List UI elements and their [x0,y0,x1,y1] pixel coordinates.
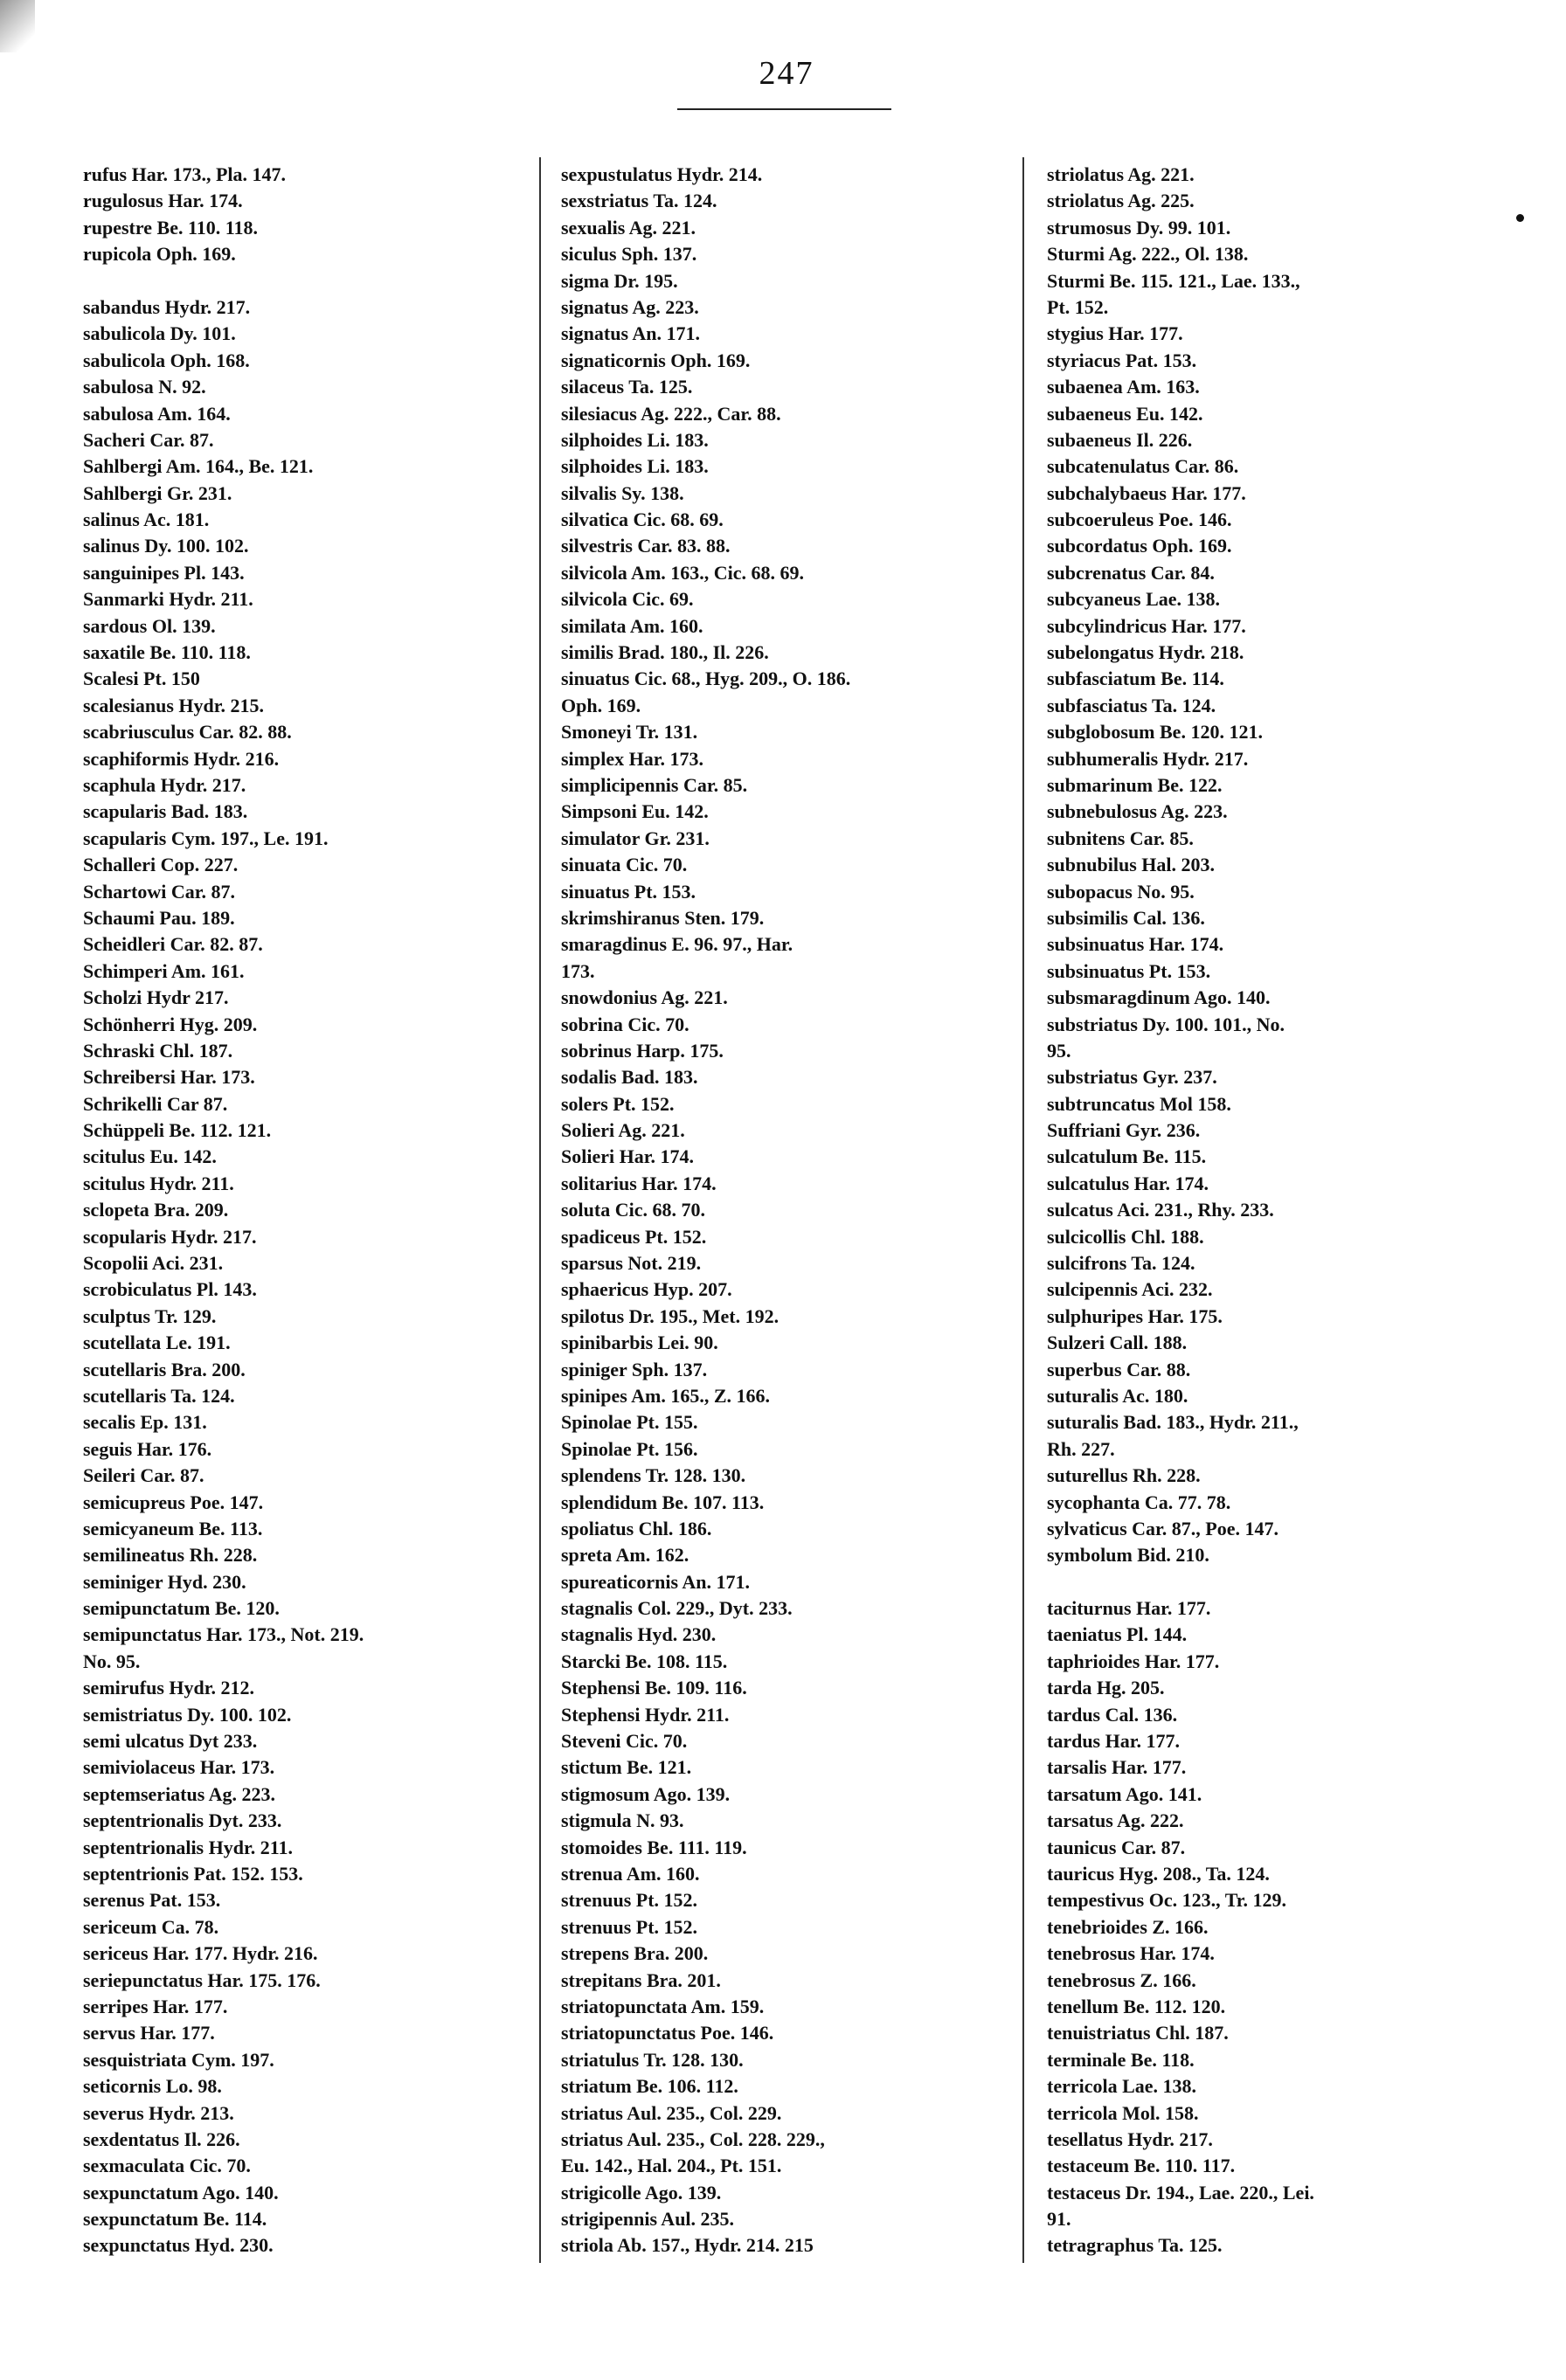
index-entry: stagnalis Col. 229., Dyt. 233. [561,1597,793,1620]
index-entry: sobrinus Harp. 175. [561,1039,724,1062]
index-entry: suturellus Rh. 228. [1047,1464,1201,1487]
index-entry: substriatus Dy. 100. 101., No. [1047,1013,1285,1035]
index-entry: silvatica Cic. 68. 69. [561,509,724,531]
index-entry: spinibarbis Lei. 90. [561,1332,718,1354]
index-entry: silvicola Am. 163., Cic. 68. 69. [561,561,805,584]
index-entry: 173. [561,959,595,982]
index-entry: salinus Dy. 100. 102. [83,535,249,557]
index-entry: sabandus Hydr. 217. [83,295,251,318]
index-entry: Smoneyi Tr. 131. [561,721,698,744]
index-column-3 [1047,162,1501,2259]
index-entry: Scholzi Hydr 217. [83,986,229,1009]
index-entry: sabulosa Am. 164. [83,402,231,425]
index-entry: sclopeta Bra. 209. [83,1199,229,1221]
index-entry: subglobosum Be. 120. 121. [1047,721,1263,744]
index-entry: Sacheri Car. 87. [83,428,214,451]
index-entry: signatus An. 171. [561,322,700,345]
index-entry: scutellaris Bra. 200. [83,1358,246,1380]
index-entry: sexpunctatum Ago. 140. [83,2181,279,2204]
index-entry: scaphiformis Hydr. 216. [83,747,280,770]
index-entry: silaceus Ta. 125. [561,376,693,398]
scan-edge-mark [0,0,35,52]
index-entry: sericeus Har. 177. Hydr. 216. [83,1942,318,1965]
index-entry: tetragraphus Ta. 125. [1047,2234,1223,2257]
index-entry: silesiacus Ag. 222., Car. 88. [561,402,781,425]
index-entry: signatus Ag. 223. [561,295,699,318]
index-entry: subcatenulatus Car. 86. [1047,455,1239,478]
index-entry: Stephensi Hydr. 211. [561,1703,730,1726]
index-entry: superbus Car. 88. [1047,1358,1191,1380]
index-entry: Scalesi Pt. 150 [83,668,200,690]
index-entry: serripes Har. 177. [83,1995,228,2017]
index-entry: spilotus Dr. 195., Met. 192. [561,1304,780,1327]
index-entry: strenuus Pt. 152. [561,1915,698,1938]
index-entry: subcrenatus Car. 84. [1047,561,1215,584]
index-entry: silphoides Li. 183. [561,428,709,451]
index-entry: subcoeruleus Poe. 146. [1047,509,1232,531]
index-entry: sabulicola Oph. 168. [83,349,250,371]
index-entry: subaeneus Il. 226. [1047,428,1193,451]
index-entry: symbolum Bid. 210. [1047,1544,1209,1567]
index-entry: sesquistriata Cym. 197. [83,2048,274,2071]
index-entry: subsinuatus Har. 174. [1047,933,1224,956]
index-entry: styriacus Pat. 153. [1047,349,1197,371]
index-entry: scrobiculatus Pl. 143. [83,1278,257,1301]
index-entry: servus Har. 177. [83,2022,215,2044]
index-entry: striolatus Ag. 225. [1047,190,1195,212]
index-entry: strigicolle Ago. 139. [561,2181,722,2204]
index-entry: scitulus Eu. 142. [83,1145,217,1168]
index-entry: semicupreus Poe. 147. [83,1491,264,1513]
index-entry: sinuatus Pt. 153. [561,880,696,903]
index-entry: signaticornis Oph. 169. [561,349,751,371]
index-entry: sulcatulum Be. 115. [1047,1145,1207,1168]
index-entry: siculus Sph. 137. [561,243,697,266]
index-entry: tarda Hg. 205. [1047,1677,1165,1699]
entry-gap [1047,1569,1501,1595]
index-entry: Schreibersi Har. 173. [83,1066,255,1089]
index-entry: subopacus No. 95. [1047,880,1195,903]
index-entry: sexpunctatum Be. 114. [83,2208,267,2231]
index-entry: testaceum Be. 110. 117. [1047,2155,1236,2177]
index-entry: Oph. 169. [561,694,641,716]
index-entry: tauricus Hyg. 208., Ta. 124. [1047,1863,1270,1885]
index-entry: subsmaragdinum Ago. 140. [1047,986,1271,1009]
index-entry: subcordatus Oph. 169. [1047,535,1232,557]
index-entry: tenebrosus Z. 166. [1047,1968,1196,1991]
header-rule [677,108,891,110]
index-entry: Pt. 152. [1047,295,1109,318]
index-entry: Schüppeli Be. 112. 121. [83,1119,272,1142]
index-entry: rugulosus Har. 174. [83,190,243,212]
index-entry: sabulosa N. 92. [83,376,206,398]
index-entry: spoliatus Chl. 186. [561,1517,712,1539]
index-entry: Spinolae Pt. 156. [561,1437,698,1460]
index-entry: sulcatus Aci. 231., Rhy. 233. [1047,1199,1274,1221]
index-entry: scapularis Cym. 197., Le. 191. [83,827,329,849]
index-entry: seticornis Lo. 98. [83,2075,222,2098]
index-entry: spadiceus Pt. 152. [561,1225,707,1248]
index-entry: salinus Ac. 181. [83,509,210,531]
index-entry: sexstriatus Ta. 124. [561,190,717,212]
index-entry: taciturnus Har. 177. [1047,1597,1211,1620]
index-entry: tarsatum Ago. 141. [1047,1782,1202,1805]
index-entry: Schaumi Pau. 189. [83,906,235,929]
index-entry: sparsus Not. 219. [561,1252,702,1275]
index-entry: Scopolii Aci. 231. [83,1252,224,1275]
index-entry: terricola Mol. 158. [1047,2101,1199,2124]
index-entry: sphaericus Hyp. 207. [561,1278,732,1301]
index-entry: sexdentatus Il. 226. [83,2127,240,2150]
index-entry: Sahlbergi Gr. 231. [83,481,232,504]
index-entry: spinipes Am. 165., Z. 166. [561,1384,770,1407]
index-entry: tenellum Be. 112. 120. [1047,1995,1226,2017]
index-entry: taeniatus Pl. 144. [1047,1623,1188,1646]
index-entry: sigma Dr. 195. [561,269,678,292]
index-entry: solers Pt. 152. [561,1092,675,1115]
index-entry: spiniger Sph. 137. [561,1358,708,1380]
index-entry: sardous Ol. 139. [83,614,216,637]
index-entry: tenebrosus Har. 174. [1047,1942,1215,1965]
index-entry: scitulus Hydr. 211. [83,1172,234,1194]
index-entry: striatopunctata Am. 159. [561,1995,765,2017]
index-entry: striatulus Tr. 128. 130. [561,2048,744,2071]
page-number: 247 [759,55,814,92]
index-entry: rupicola Oph. 169. [83,243,236,266]
index-entry: Scheidleri Car. 82. 87. [83,933,263,956]
index-entry: Simpsoni Eu. 142. [561,800,709,823]
index-entry: severus Hydr. 213. [83,2101,234,2124]
index-entry: tesellatus Hydr. 217. [1047,2127,1213,2150]
index-entry: sulcipennis Aci. 232. [1047,1278,1213,1301]
index-entry: testaceus Dr. 194., Lae. 220., Lei. [1047,2181,1314,2204]
index-entry: spureaticornis An. 171. [561,1570,750,1593]
index-entry: semipunctatum Be. 120. [83,1597,280,1620]
index-entry: silvicola Cic. 69. [561,588,694,611]
index-entry: Steveni Cic. 70. [561,1730,688,1753]
index-entry: strenuus Pt. 152. [561,1889,698,1912]
index-entry: smaragdinus E. 96. 97., Har. [561,933,793,956]
index-entry: sculptus Tr. 129. [83,1304,217,1327]
index-entry: sodalis Bad. 183. [561,1066,698,1089]
index-entry: snowdonius Ag. 221. [561,986,728,1009]
index-entry: Schalleri Cop. 227. [83,854,239,876]
index-entry: sycophanta Ca. 77. 78. [1047,1491,1231,1513]
index-entry: subaeneus Eu. 142. [1047,402,1203,425]
index-entry: striolatus Ag. 221. [1047,163,1195,185]
index-entry: strenua Am. 160. [561,1863,700,1885]
index-entry: stomoides Be. 111. 119. [561,1836,747,1858]
index-entry: subsinuatus Pt. 153. [1047,959,1211,982]
index-entry: subhumeralis Hydr. 217. [1047,747,1249,770]
index-entry: sexpustulatus Hydr. 214. [561,163,763,185]
index-entry: strigipennis Aul. 235. [561,2208,735,2231]
index-entry: Spinolae Pt. 155. [561,1411,698,1434]
index-entry: subcylindricus Har. 177. [1047,614,1246,637]
index-entry: sulcifrons Ta. 124. [1047,1252,1195,1275]
index-entry: terminale Be. 118. [1047,2048,1195,2071]
index-column-1 [83,162,520,2259]
index-entry: stigmula N. 93. [561,1809,684,1832]
index-entry: Sturmi Ag. 222., Ol. 138. [1047,243,1249,266]
index-entry: strepitans Bra. 201. [561,1968,721,1991]
index-entry: rufus Har. 173., Pla. 147. [83,163,287,185]
index-entry: subnebulosus Ag. 223. [1047,800,1228,823]
index-entry: sexualis Ag. 221. [561,216,696,239]
index-entry: submarinum Be. 122. [1047,773,1223,796]
index-entry: Sturmi Be. 115. 121., Lae. 133., [1047,269,1300,292]
index-entry: sexpunctatus Hyd. 230. [83,2234,274,2257]
index-entry: strepens Bra. 200. [561,1942,709,1965]
index-entry: stigmosum Ago. 139. [561,1782,731,1805]
index-entry: subsimilis Cal. 136. [1047,906,1205,929]
index-entry: subcyaneus Lae. 138. [1047,588,1221,611]
index-entry: seminiger Hyd. 230. [83,1570,246,1593]
index-entry: serenus Pat. 153. [83,1889,221,1912]
column-divider [1022,157,1024,2263]
index-entry: sericeum Ca. 78. [83,1915,219,1938]
index-entry: similata Am. 160. [561,614,703,637]
index-entry: sinuata Cic. 70. [561,854,688,876]
index-entry: scabriusculus Car. 82. 88. [83,721,292,744]
index-entry: Sanmarki Hydr. 211. [83,588,253,611]
index-entry: semicyaneum Be. 113. [83,1517,263,1539]
index-entry: striatus Aul. 235., Col. 228. 229., [561,2127,825,2150]
index-entry: Schraski Chl. 187. [83,1039,233,1062]
index-entry: tarsatus Ag. 222. [1047,1809,1184,1832]
index-entry: Rh. 227. [1047,1437,1115,1460]
index-entry: scutellaris Ta. 124. [83,1384,235,1407]
index-entry: subfasciatum Be. 114. [1047,668,1224,690]
index-entry: tempestivus Oc. 123., Tr. 129. [1047,1889,1286,1912]
index-entry: seguis Har. 176. [83,1437,212,1460]
index-entry: similis Brad. 180., Il. 226. [561,641,769,664]
index-entry: Schönherri Hyg. 209. [83,1013,258,1035]
index-entry: sylvaticus Car. 87., Poe. 147. [1047,1517,1279,1539]
index-entry: semistriatus Dy. 100. 102. [83,1703,292,1726]
index-entry: tarsalis Har. 177. [1047,1756,1187,1779]
index-entry: sabulicola Dy. 101. [83,322,236,345]
column-divider [539,157,541,2263]
index-entry: sobrina Cic. 70. [561,1013,689,1035]
index-entry: solitarius Har. 174. [561,1172,717,1194]
index-entry: sexmaculata Cic. 70. [83,2155,251,2177]
index-entry: suturalis Ac. 180. [1047,1384,1188,1407]
index-entry: Solieri Ag. 221. [561,1119,685,1142]
index-entry: scopularis Hydr. 217. [83,1225,257,1248]
index-entry: semi ulcatus Dyt 233. [83,1730,258,1753]
index-entry: taunicus Car. 87. [1047,1836,1186,1858]
index-entry: Solieri Har. 174. [561,1145,694,1168]
index-entry: skrimshiranus Sten. 179. [561,906,765,929]
index-entry: tenuistriatus Chl. 187. [1047,2022,1229,2044]
index-entry: striatopunctatus Poe. 146. [561,2022,774,2044]
index-entry: Sulzeri Call. 188. [1047,1332,1188,1354]
index-entry: substriatus Gyr. 237. [1047,1066,1217,1089]
index-entry: semirufus Hydr. 212. [83,1677,254,1699]
index-entry: septentrionis Pat. 152. 153. [83,1863,303,1885]
index-entry: silphoides Li. 183. [561,455,709,478]
index-entry: strumosus Dy. 99. 101. [1047,216,1231,239]
index-entry: taphrioides Har. 177. [1047,1650,1220,1672]
index-entry: rupestre Be. 110. 118. [83,216,259,239]
entry-gap [83,268,520,294]
index-entry: secalis Ep. 131. [83,1411,207,1434]
index-entry: stagnalis Hyd. 230. [561,1623,717,1646]
index-entry: septentrionalis Hydr. 211. [83,1836,293,1858]
index-entry: subfasciatus Ta. 124. [1047,694,1216,716]
index-entry: septemseriatus Ag. 223. [83,1782,275,1805]
index-entry: sulcicollis Chl. 188. [1047,1225,1204,1248]
index-entry: 95. [1047,1039,1071,1062]
index-entry: sinuatus Cic. 68., Hyg. 209., O. 186. [561,668,851,690]
index-entry: Schrikelli Car 87. [83,1092,228,1115]
index-entry: saxatile Be. 110. 118. [83,641,251,664]
index-entry: scaphula Hydr. 217. [83,773,246,796]
index-entry: simplicipennis Car. 85. [561,773,748,796]
index-entry: simplex Har. 173. [561,747,703,770]
index-entry: tardus Har. 177. [1047,1730,1180,1753]
index-entry: Seileri Car. 87. [83,1464,204,1487]
index-entry: soluta Cic. 68. 70. [561,1199,705,1221]
index-entry: suturalis Bad. 183., Hydr. 211., [1047,1411,1299,1434]
index-entry: tenebrioides Z. 166. [1047,1915,1209,1938]
index-entry: striatum Be. 106. 112. [561,2075,738,2098]
index-entry: subnubilus Hal. 203. [1047,854,1215,876]
index-entry: septentrionalis Dyt. 233. [83,1809,282,1832]
index-entry: Schimperi Am. 161. [83,959,245,982]
index-entry: stygius Har. 177. [1047,322,1183,345]
index-entry: Stephensi Be. 109. 116. [561,1677,747,1699]
index-entry: sanguinipes Pl. 143. [83,561,245,584]
index-entry: tardus Cal. 136. [1047,1703,1178,1726]
index-entry: subtruncatus Mol 158. [1047,1092,1231,1115]
index-entry: scutellata Le. 191. [83,1332,231,1354]
index-entry: subnitens Car. 85. [1047,827,1194,849]
index-entry: semipunctatus Har. 173., Not. 219. [83,1623,364,1646]
index-entry: Sahlbergi Am. 164., Be. 121. [83,455,314,478]
index-entry: sulcatulus Har. 174. [1047,1172,1209,1194]
index-entry: Eu. 142., Hal. 204., Pt. 151. [561,2155,782,2177]
index-entry: splendens Tr. 128. 130. [561,1464,746,1487]
index-entry: Schartowi Car. 87. [83,880,235,903]
index-entry: simulator Gr. 231. [561,827,710,849]
index-entry: sulphuripes Har. 175. [1047,1304,1223,1327]
index-entry: seriepunctatus Har. 175. 176. [83,1968,321,1991]
index-column-2 [561,162,998,2259]
index-entry: 91. [1047,2208,1071,2231]
index-entry: silvestris Car. 83. 88. [561,535,731,557]
index-entry: stictum Be. 121. [561,1756,692,1779]
index-entry: striatus Aul. 235., Col. 229. [561,2101,782,2124]
index-entry: terricola Lae. 138. [1047,2075,1197,2098]
index-entry: scapularis Bad. 183. [83,800,248,823]
index-entry: Suffriani Gyr. 236. [1047,1119,1201,1142]
index-entry: semiviolaceus Har. 173. [83,1756,275,1779]
index-entry: Starcki Be. 108. 115. [561,1650,728,1672]
index-entry: silvalis Sy. 138. [561,481,684,504]
index-entry: No. 95. [83,1650,141,1672]
index-entry: splendidum Be. 107. 113. [561,1491,765,1513]
stray-ink-dot [1516,214,1524,222]
index-entry: striola Ab. 157., Hydr. 214. 215 [561,2234,814,2257]
index-entry: semilineatus Rh. 228. [83,1544,258,1567]
index-entry: subaenea Am. 163. [1047,376,1200,398]
index-entry: spreta Am. 162. [561,1544,689,1567]
index-entry: subelongatus Hydr. 218. [1047,641,1244,664]
index-entry: scalesianus Hydr. 215. [83,694,265,716]
index-entry: subchalybaeus Har. 177. [1047,481,1246,504]
